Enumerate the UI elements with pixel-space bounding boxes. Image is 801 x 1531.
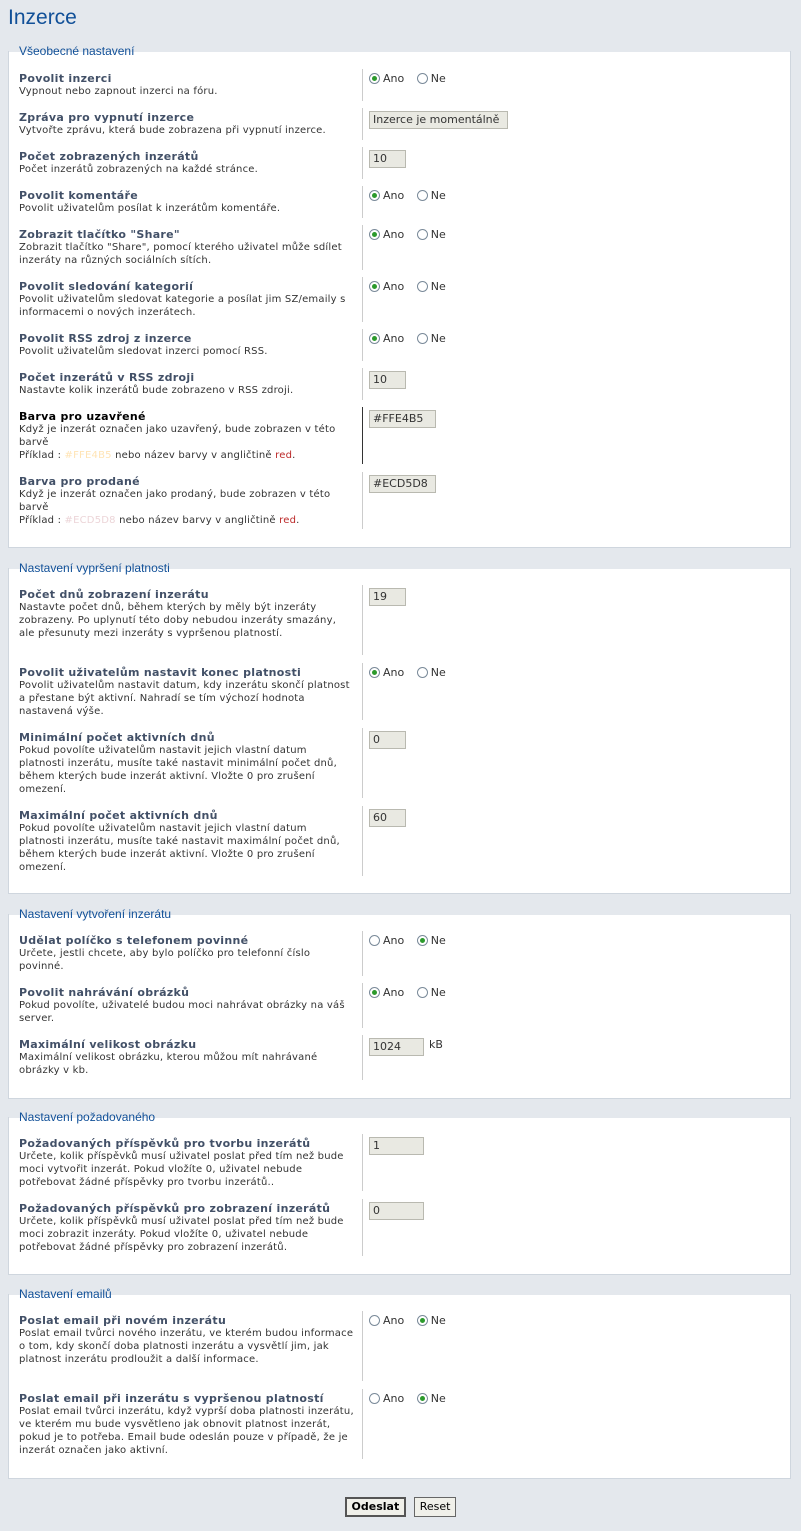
max-days-input[interactable]: 60: [369, 809, 406, 827]
radio-no[interactable]: [417, 333, 428, 344]
enable-radio-group: Ano Ne: [369, 72, 455, 85]
days-input[interactable]: 19: [369, 588, 406, 606]
section-legend: Nastavení požadovaného: [19, 1110, 156, 1124]
radio-yes[interactable]: [369, 281, 380, 292]
setting-title: Počet zobrazených inzerátů: [19, 150, 199, 163]
page-title: Inzerce: [8, 6, 77, 29]
radio-no[interactable]: [417, 987, 428, 998]
ads-count-input[interactable]: 10: [369, 150, 406, 168]
section-general: Všeobecné nastavení Povolit inzerci Vypnout nebo zapnout inzerci na fóru. Ano Ne Zpráva pro vypnutí inzerce Vytvořte zprávu, která bude zobrazena při vypnutí inzerce. Inzerce je momentálně Počet zobrazených inzerátů Počet inzerátů zobrazených na každé stránce. 10 Povolit komentáře Povolit uživatelům posílat k inzerátům komentáře. Ano Ne Zobrazit tlačítko "Share" Zobrazit tlačítko "Share", pomocí kterého uživatel může sdílet inzeráty na různých sociálních sítích. Ano Ne Povolit sledování kategorií Povolit uživatelům sledovat kategorie a posílat jim SZ/emaily s informacemi o nových inzerátech. Ano Ne Povolit RSS zdroj z inzerce Povolit uživatelům sledovat inzerci pomocí RSS. Ano Ne Počet inzerátů v RSS zdroji Nastavte kolik inzerátů bude zobrazeno v RSS zdroji. 10 Barva pro uzavřené Když je inzerát označen jako uzavřený, bude zobrazen v této barvě Příklad : #FFE4B5 nebo název barvy v angličtině red. #FFE4B5 Barva pro prodané Když je inzerát označen jako prodaný, bude zobrazen v této barvě Příklad : #ECD5D8 nebo název barvy v angličtině red. #ECD5D8: [8, 51, 791, 548]
section-creation: Nastavení vytvoření inzerátu Udělat políčko s telefonem povinné Určete, jestli chcete, aby bylo políčko pro telefonní číslo povinné. Ano Ne Povolit nahrávání obrázků Pokud povolíte, uživatelé budou moci nahrávat obrázky na váš server. Ano Ne Maximální velikost obrázku Maximální velikost obrázku, kterou můžou mít nahrávané obrázky v kb. 1024 kB: [8, 914, 791, 1099]
setting-title: Povolit uživatelům nastavit konec platnosti: [19, 666, 302, 679]
rss-count-input[interactable]: 10: [369, 371, 406, 389]
radio-yes[interactable]: [369, 229, 380, 240]
section-legend: Nastavení vypršení platnosti: [19, 561, 170, 575]
setting-title: Povolit nahrávání obrázků: [19, 986, 190, 999]
setting-title: Povolit komentáře: [19, 189, 138, 202]
section-expiry: Nastavení vypršení platnosti Počet dnů zobrazení inzerátu Nastavte počet dnů, během kterých by měly být inzeráty zobrazeny. Po uplynutí této doby nebudou inzeráty smazány, ale přesunuty mezi inzeráty s vypršenou platností. 19 Povolit uživatelům nastavit konec platnosti Povolit uživatelům nastavit datum, kdy inzerátu skončí platnost a přestane být aktivní. Nahradí se tím výchozí hodnota nastavená výše. Ano Ne Minimální počet aktivních dnů Pokud povolíte uživatelům nastavit jejich vlastní datum platnosti inzerátu, musíte také nastavit minimální počet dnů, během kterých bude inzerát aktivní. Vložte 0 pro zrušení omezení. 0 Maximální počet aktivních dnů Pokud povolíte uživatelům nastavit jejich vlastní datum platnosti inzerátu, musíte také nastavit maximální počet dnů, během kterých bude inzerát aktivní. Vložte 0 pro zrušení omezení. 60: [8, 568, 791, 894]
setting-title: Maximální počet aktivních dnů: [19, 809, 218, 822]
setting-title: Poslat email při novém inzerátu: [19, 1314, 227, 1327]
radio-yes[interactable]: [369, 667, 380, 678]
setting-desc: Nastavte počet dnů, během kterých by měly být inzeráty zobrazeny. Po uplynutí této doby nebudou inzeráty smazány, ale přesunuty mezi inzeráty s vypršenou platností.: [19, 602, 337, 639]
radio-yes[interactable]: [369, 73, 380, 84]
setting-desc: Počet inzerátů zobrazených na každé stránce.: [19, 164, 259, 175]
setting-desc: Určete, jestli chcete, aby bylo políčko pro telefonní číslo povinné.: [19, 948, 311, 972]
setting-title: Počet dnů zobrazení inzerátu: [19, 588, 209, 601]
radio-no[interactable]: [417, 935, 428, 946]
radio-no[interactable]: [417, 667, 428, 678]
setting-title: Požadovaných příspěvků pro tvorbu inzerátů: [19, 1137, 311, 1150]
setting-desc: Vypnout nebo zapnout inzerci na fóru.: [19, 86, 218, 97]
section-legend: Nastavení emailů: [19, 1287, 112, 1301]
radio-no[interactable]: [417, 73, 428, 84]
setting-desc: Povolit uživatelům sledovat inzerci pomocí RSS.: [19, 346, 268, 357]
color-example: Příklad : #ECD5D8 nebo název barvy v angličtině red.: [19, 515, 300, 526]
reset-button[interactable]: Reset: [414, 1497, 457, 1517]
radio-yes[interactable]: [369, 935, 380, 946]
setting-desc: Určete, kolik příspěvků musí uživatel poslat před tím než bude moci zobrazit inzeráty. Pokud vložíte 0, uživatel nebude potřebovat žádné příspěvky pro zobrazení inzerátů.: [19, 1216, 344, 1253]
setting-desc: Vytvořte zprávu, která bude zobrazena při vypnutí inzerce.: [19, 125, 326, 136]
setting-title: Barva pro prodané: [19, 475, 140, 488]
radio-no[interactable]: [417, 190, 428, 201]
setting-title: Zobrazit tlačítko "Share": [19, 228, 180, 241]
posts-view-input[interactable]: 0: [369, 1202, 424, 1220]
section-required: [8, 1110, 791, 1275]
disabled-msg-input[interactable]: Inzerce je momentálně: [369, 111, 508, 129]
radio-no[interactable]: [417, 229, 428, 240]
setting-title: Počet inzerátů v RSS zdroji: [19, 371, 195, 384]
setting-desc: Když je inzerát označen jako prodaný, bude zobrazen v této barvě: [19, 489, 331, 513]
color-example: Příklad : #FFE4B5 nebo název barvy v angličtině red.: [19, 450, 296, 461]
radio-no[interactable]: [417, 281, 428, 292]
setting-desc: Pokud povolíte, uživatelé budou moci nahrávat obrázky na váš server.: [19, 1000, 345, 1024]
setting-desc: Zobrazit tlačítko "Share", pomocí kterého uživatel může sdílet inzeráty na různých sociálních sítích.: [19, 242, 342, 266]
form-buttons: [0, 1497, 801, 1517]
setting-title: Povolit RSS zdroj z inzerce: [19, 332, 192, 345]
radio-yes[interactable]: [369, 190, 380, 201]
posts-create-input[interactable]: 1: [369, 1137, 424, 1155]
setting-desc: Nastavte kolik inzerátů bude zobrazeno v RSS zdroji.: [19, 385, 294, 396]
setting-desc: Povolit uživatelům nastavit datum, kdy inzerátu skončí platnost a přestane být aktivní. Nahradí se tím výchozí hodnota nastavená výše.: [19, 680, 350, 717]
setting-title: Maximální velikost obrázku: [19, 1038, 197, 1051]
setting-title: Poslat email při inzerátu s vypršenou platností: [19, 1392, 324, 1405]
setting-title: Zpráva pro vypnutí inzerce: [19, 111, 195, 124]
section-legend: Všeobecné nastavení: [19, 44, 135, 58]
setting-desc: Poslat email tvůrci inzerátu, když vyprší doba platnosti inzerátu, ve kterém mu bude vysvětleno jak obnovit platnost inzerát, pokud je to potřeba. Email bude odeslán pouze v případě, že je inzerát označen jako aktivní.: [19, 1406, 354, 1456]
radio-yes[interactable]: [369, 1315, 380, 1326]
setting-desc: Povolit uživatelům sledovat kategorie a posílat jim SZ/emaily s informacemi o nových inzerátech.: [19, 294, 346, 318]
setting-desc: Když je inzerát označen jako uzavřený, bude zobrazen v této barvě: [19, 424, 336, 448]
closed-color-input[interactable]: #FFE4B5: [369, 410, 436, 428]
setting-title: Povolit inzerci: [19, 72, 112, 85]
setting-desc: Maximální velikost obrázku, kterou můžou mít nahrávané obrázky v kb.: [19, 1052, 318, 1076]
setting-desc: Povolit uživatelům posílat k inzerátům komentáře.: [19, 203, 281, 214]
setting-title: Požadovaných příspěvků pro zobrazení inzerátů: [19, 1202, 331, 1215]
size-unit: kB: [429, 1038, 443, 1051]
sold-color-input[interactable]: #ECD5D8: [369, 475, 436, 493]
radio-yes[interactable]: [369, 987, 380, 998]
max-size-input[interactable]: 1024: [369, 1038, 424, 1056]
radio-yes[interactable]: [369, 333, 380, 344]
radio-no[interactable]: [417, 1315, 428, 1326]
setting-title: Udělat políčko s telefonem povinné: [19, 934, 249, 947]
setting-desc: Pokud povolíte uživatelům nastavit jejich vlastní datum platnosti inzerátu, musíte také nastavit maximální počet dnů, během kterých bude inzerát aktivní. Vložte 0 pro zrušení omezení.: [19, 823, 340, 873]
radio-yes[interactable]: [369, 1393, 380, 1404]
setting-title: Barva pro uzavřené: [19, 410, 146, 423]
setting-title: Minimální počet aktivních dnů: [19, 731, 215, 744]
section-emails: Nastavení emailů Poslat email při novém inzerátu Poslat email tvůrci nového inzerátu, ve kterém budou informace o tom, kdy skončí doba platnosti inzerátu a vysvětlí jim, jak platnost inzerátu prodloužit a další informace. Ano Ne Poslat email při inzerátu s vypršenou platností Poslat email tvůrci inzerátu, když vyprší doba platnosti inzerátu, ve kterém mu bude vysvětleno jak obnovit platnost inzerát, pokud je to potřeba. Email bude odeslán pouze v případě, že je inzerát označen jako aktivní. Ano Ne: [8, 1294, 791, 1479]
submit-button[interactable]: Odeslat: [345, 1497, 407, 1517]
setting-desc: Poslat email tvůrci nového inzerátu, ve kterém budou informace o tom, kdy skončí doba platnosti inzerátu a vysvětlí jim, jak platnost inzerátu prodloužit a další informace.: [19, 1328, 354, 1365]
setting-desc: Určete, kolik příspěvků musí uživatel poslat před tím než bude moci vytvořit inzerát. Pokud vložíte 0, uživatel nebude potřebovat žádné příspěvky pro tvorbu inzerátů..: [19, 1151, 344, 1188]
setting-desc: Pokud povolíte uživatelům nastavit jejich vlastní datum platnosti inzerátu, musíte také nastavit minimální počet dnů, během kterých bude inzerát aktivní. Vložte 0 pro zrušení omezení.: [19, 745, 337, 795]
section-legend: Nastavení vytvoření inzerátu: [19, 907, 172, 921]
setting-title: Povolit sledování kategorií: [19, 280, 194, 293]
radio-no[interactable]: [417, 1393, 428, 1404]
min-days-input[interactable]: 0: [369, 731, 406, 749]
